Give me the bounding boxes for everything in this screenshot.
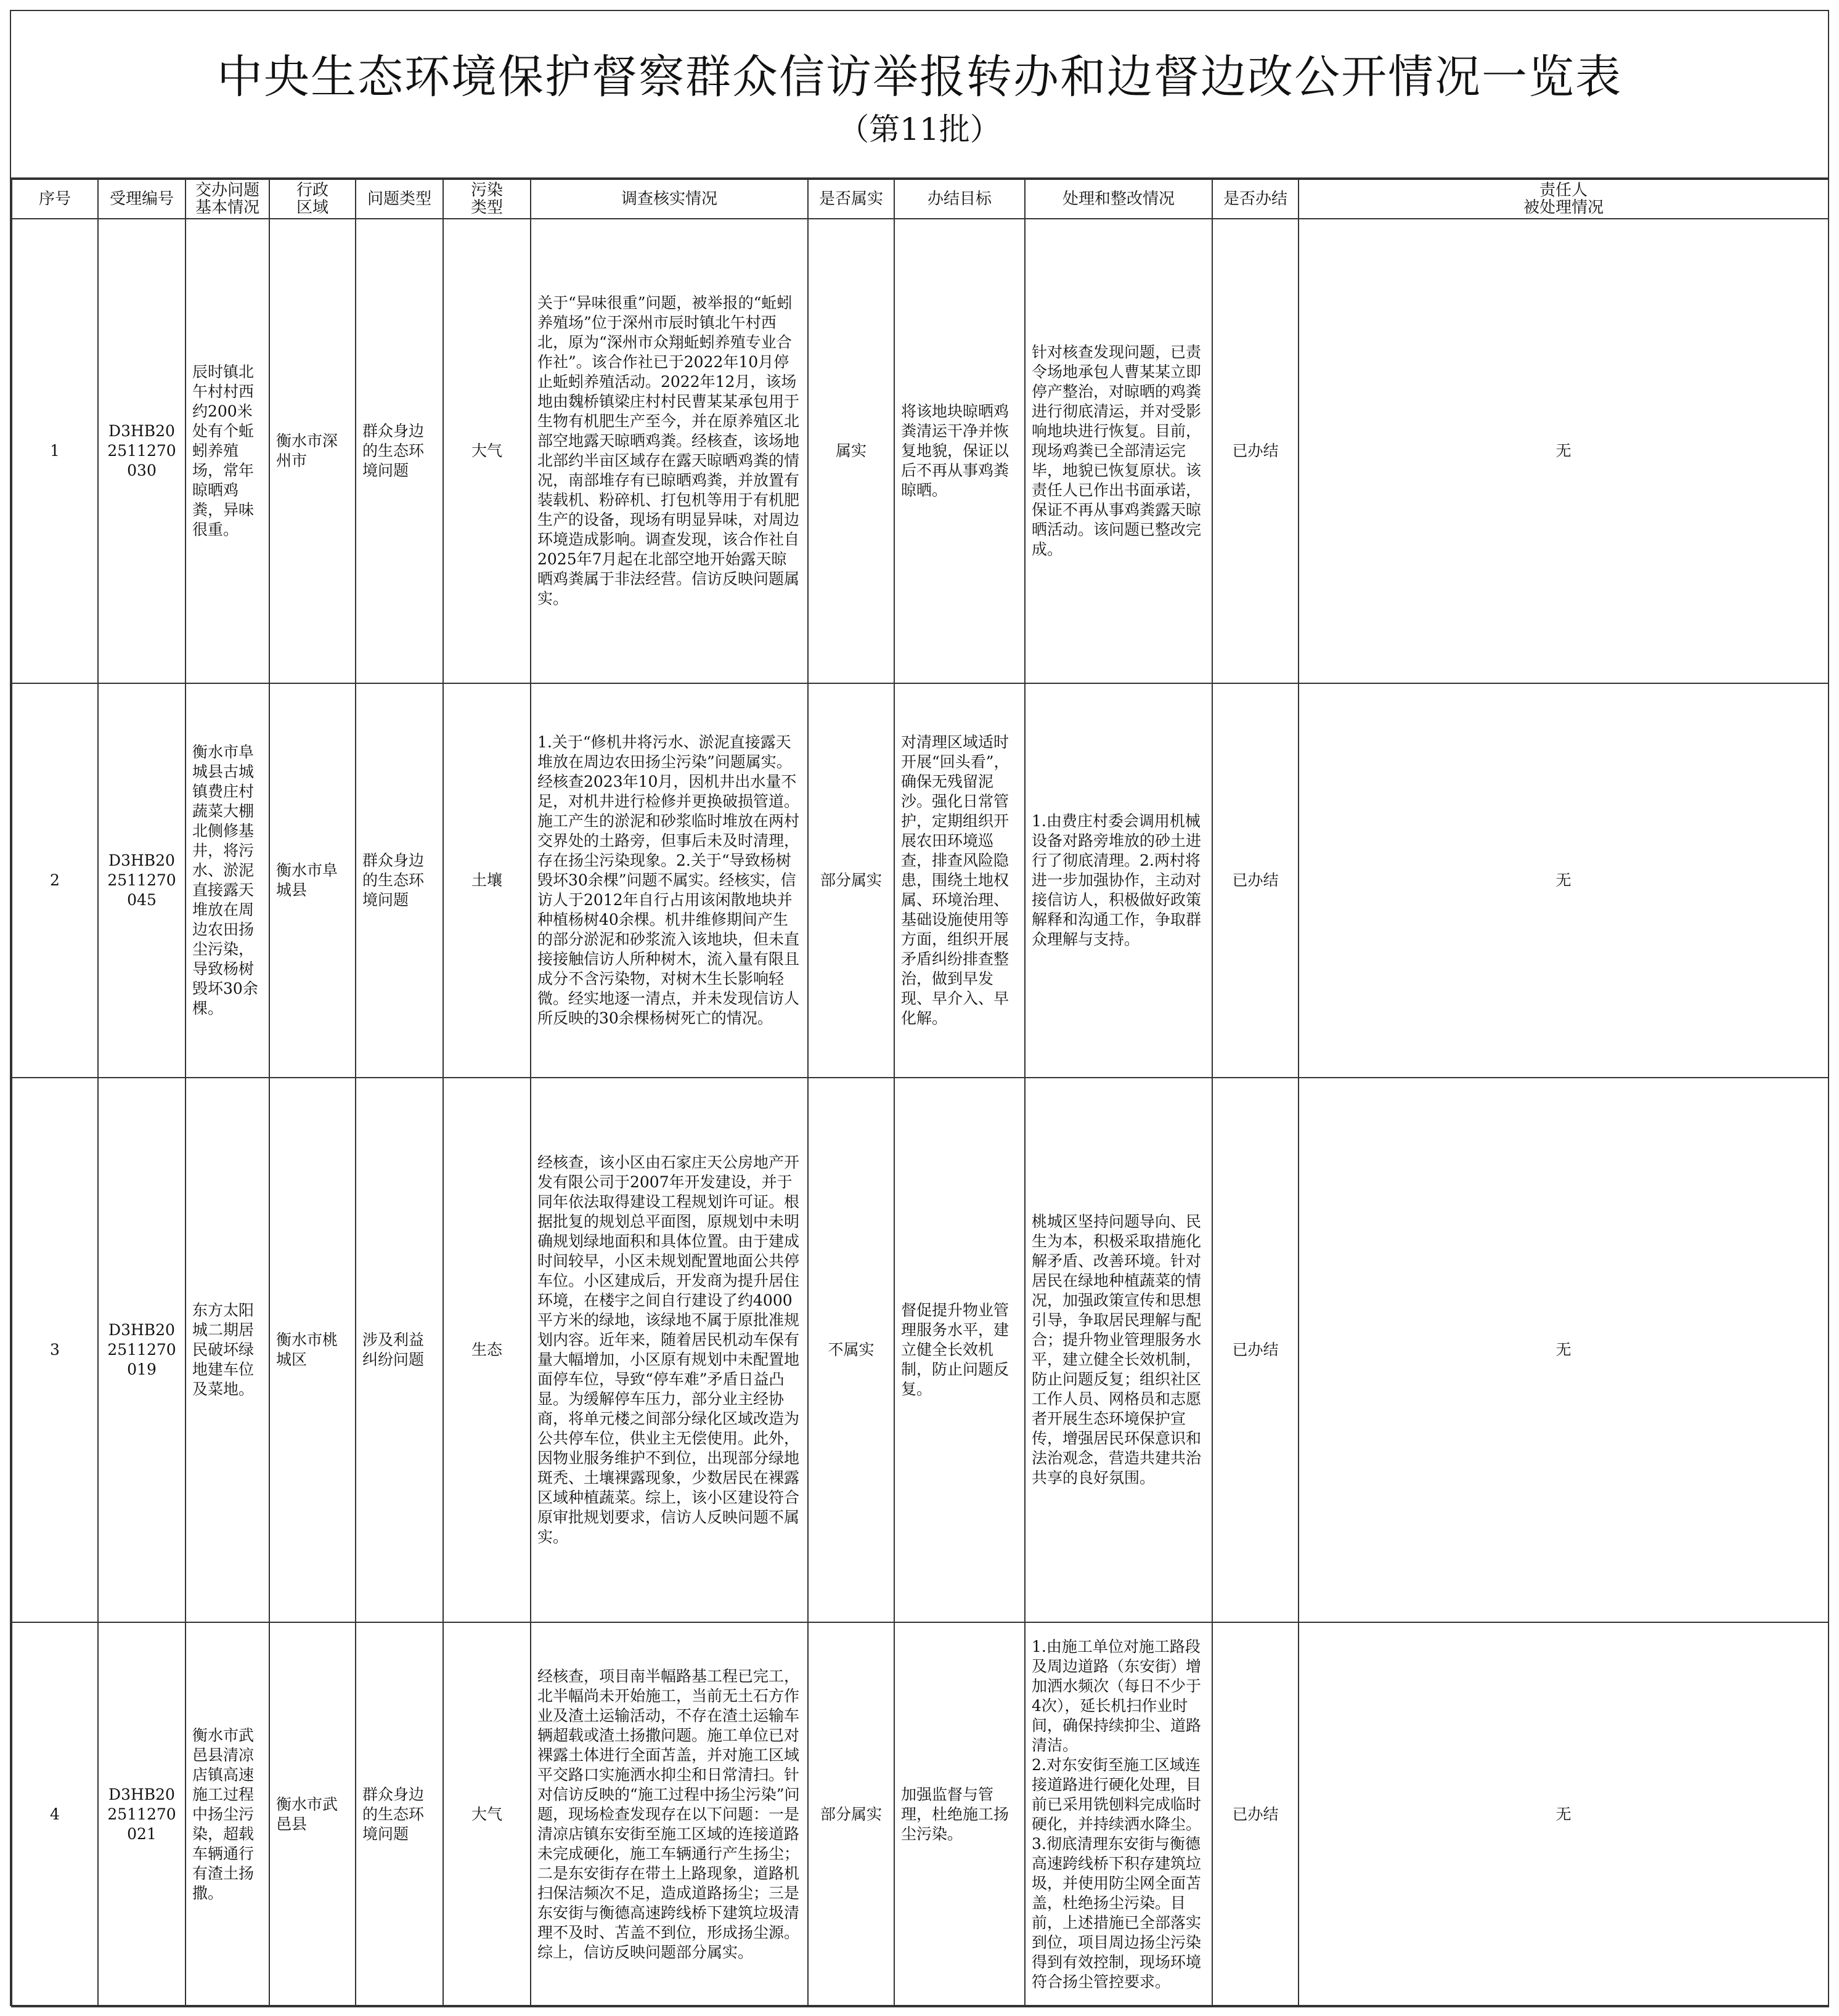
petition-table xyxy=(11,179,1829,2007)
cell-accountability: 无 xyxy=(1299,1622,1829,2007)
table-row xyxy=(12,219,1829,683)
table-row xyxy=(12,1078,1829,1622)
cell-region: 衡水市阜城县 xyxy=(269,683,356,1078)
cell-verified: 不属实 xyxy=(808,1078,894,1622)
cell-problem-type: 群众身边的生态环境问题 xyxy=(356,1622,443,2007)
cell-code: D3HB202511270019 xyxy=(98,1078,186,1622)
cell-seq: 2 xyxy=(12,683,98,1078)
cell-problem-type: 群众身边的生态环境问题 xyxy=(356,683,443,1078)
cell-region: 衡水市深州市 xyxy=(269,219,356,683)
col-header-code: 受理编号 xyxy=(98,179,186,219)
cell-pollution: 大气 xyxy=(443,219,531,683)
col-header-closed: 是否办结 xyxy=(1212,179,1299,219)
cell-region: 衡水市桃城区 xyxy=(269,1078,356,1622)
cell-issue: 衡水市武邑县清凉店镇高速施工过程中扬尘污染，超载车辆通行有渣土扬撒。 xyxy=(186,1622,269,2007)
cell-problem-type: 涉及利益纠纷问题 xyxy=(356,1078,443,1622)
col-header-problem-type: 问题类型 xyxy=(356,179,443,219)
cell-investigation: 1.关于“修机井将污水、淤泥直接露天堆放在周边农田扬尘污染”问题属实。经核查2023年10月，因机井出水量不足，对机井进行检修并更换破损管道。施工产生的淤泥和砂浆临时堆放在两村交界处的土路旁，但事后未及时清理，存在扬尘污染现象。2.关于“导致杨树毁坏30余棵”问题不属实。经核实，信访人于2012年自行占用该闲散地块并种植杨树40余棵。机井维修期间产生的部分淤泥和砂浆流入该地块，但未直接接触信访人所种树木，流入量有限且成分不含污染物，对树木生长影响轻微。经实地逐一清点，并未发现信访人所反映的30余棵杨树死亡的情况。 xyxy=(531,683,808,1078)
col-header-seq: 序号 xyxy=(12,179,98,219)
cell-verified: 部分属实 xyxy=(808,683,894,1078)
cell-goal: 将该地块晾晒鸡粪清运干净并恢复地貌，保证以后不再从事鸡粪晾晒。 xyxy=(894,219,1025,683)
cell-closed: 已办结 xyxy=(1212,1078,1299,1622)
cell-closed: 已办结 xyxy=(1212,683,1299,1078)
cell-issue: 辰时镇北午村村西约200米处有个蚯蚓养殖场，常年晾晒鸡粪，异味很重。 xyxy=(186,219,269,683)
cell-pollution: 土壤 xyxy=(443,683,531,1078)
cell-seq: 3 xyxy=(12,1078,98,1622)
report-sheet xyxy=(10,10,1829,2006)
col-header-verified: 是否属实 xyxy=(808,179,894,219)
cell-code: D3HB202511270030 xyxy=(98,219,186,683)
col-header-issue: 交办问题 基本情况 xyxy=(186,179,269,219)
cell-accountability: 无 xyxy=(1299,683,1829,1078)
cell-investigation: 经核查，项目南半幅路基工程已完工，北半幅尚未开始施工，当前无土石方作业及渣土运输活动，不存在渣土运输车辆超载或渣土扬撒问题。施工单位已对裸露土体进行全面苫盖，并对施工区域平交路口实施洒水抑尘和日常清扫。针对信访反映的“施工过程中扬尘污染”问题，现场检查发现存在以下问题：一是清凉店镇东安街至施工区域的连接道路未完成硬化，施工车辆通行产生扬尘；二是东安街存在带土上路现象，道路机扫保洁频次不足，造成道路扬尘；三是东安街与衡德高速跨线桥下建筑垃圾清理不及时、苫盖不到位，形成扬尘源。综上，信访反映问题部分属实。 xyxy=(531,1622,808,2007)
cell-seq: 4 xyxy=(12,1622,98,2007)
cell-accountability: 无 xyxy=(1299,1078,1829,1622)
cell-pollution: 大气 xyxy=(443,1622,531,2007)
cell-problem-type: 群众身边的生态环境问题 xyxy=(356,219,443,683)
cell-code: D3HB202511270045 xyxy=(98,683,186,1078)
report-title: 中央生态环境保护督察群众信访举报转办和边督边改公开情况一览表 xyxy=(217,51,1622,104)
cell-goal: 加强监督与管理，杜绝施工扬尘污染。 xyxy=(894,1622,1025,2007)
table-row xyxy=(12,683,1829,1078)
cell-pollution: 生态 xyxy=(443,1078,531,1622)
cell-handling: 针对核查发现问题，已责令场地承包人曹某某立即停产整治，对晾晒的鸡粪进行彻底清运，并对受影响地块进行恢复。目前，现场鸡粪已全部清运完毕，地貌已恢复原状。该责任人已作出书面承诺，保证不再从事鸡粪露天晾晒活动。该问题已整改完成。 xyxy=(1025,219,1212,683)
cell-closed: 已办结 xyxy=(1212,219,1299,683)
col-header-accountability: 责任人 被处理情况 xyxy=(1299,179,1829,219)
cell-verified: 属实 xyxy=(808,219,894,683)
cell-accountability: 无 xyxy=(1299,219,1829,683)
cell-issue: 衡水市阜城县古城镇费庄村蔬菜大棚北侧修基井，将污水、淤泥直接露天堆放在周边农田扬尘污染，导致杨树毁坏30余棵。 xyxy=(186,683,269,1078)
col-header-investigation: 调查核实情况 xyxy=(531,179,808,219)
cell-verified: 部分属实 xyxy=(808,1622,894,2007)
cell-handling: 1.由费庄村委会调用机械设备对路旁堆放的砂土进行了彻底清理。2.两村将进一步加强协作，主动对接信访人，积极做好政策解释和沟通工作，争取群众理解与支持。 xyxy=(1025,683,1212,1078)
col-header-goal: 办结目标 xyxy=(894,179,1025,219)
cell-handling: 桃城区坚持问题导向、民生为本，积极采取措施化解矛盾、改善环境。针对居民在绿地种植蔬菜的情况，加强政策宣传和思想引导，争取居民理解与配合；提升物业管理服务水平，建立健全长效机制，防止问题反复；组织社区工作人员、网格员和志愿者开展生态环境保护宣传，增强居民环保意识和法治观念，营造共建共治共享的良好氛围。 xyxy=(1025,1078,1212,1622)
cell-investigation: 经核查，该小区由石家庄天公房地产开发有限公司于2007年开发建设，并于同年依法取得建设工程规划许可证。根据批复的规划总平面图，原规划中未明确规划绿地面积和具体位置。由于建成时间较早，小区未规划配置地面公共停车位。小区建成后，开发商为提升居住环境，在楼宇之间自行建设了约4000平方米的绿地，该绿地不属于原批准规划内容。近年来，随着居民机动车保有量大幅增加，小区原有规划中未配置地面停车位，导致“停车难”矛盾日益凸显。为缓解停车压力，部分业主经协商，将单元楼之间部分绿化区域改造为公共停车位，供业主无偿使用。此外，因物业服务维护不到位，出现部分绿地斑秃、土壤裸露现象，少数居民在裸露区域种植蔬菜。综上，该小区建设符合原审批规划要求，信访人反映问题不属实。 xyxy=(531,1078,808,1622)
cell-goal: 对清理区域适时开展“回头看”，确保无残留泥沙。强化日常管护，定期组织开展农田环境巡查，排查风险隐患，围绕土地权属、环境治理、基础设施使用等方面，组织开展矛盾纠纷排查整治，做到早发现、早介入、早化解。 xyxy=(894,683,1025,1078)
table-header-row xyxy=(12,179,1829,219)
report-subtitle: （第11批） xyxy=(838,112,1001,147)
col-header-handling: 处理和整改情况 xyxy=(1025,179,1212,219)
cell-goal: 督促提升物业管理服务水平，建立健全长效机制，防止问题反复。 xyxy=(894,1078,1025,1622)
report-header xyxy=(11,11,1828,179)
cell-handling: 1.由施工单位对施工路段及周边道路（东安街）增加洒水频次（每日不少于4次），延长机扫作业时间，确保持续抑尘、道路清洁。 2.对东安街至施工区域连接道路进行硬化处理，目前已采用铣刨料完成临时硬化，并持续洒水降尘。 3.彻底清理东安街与衡德高速跨线桥下积存建筑垃圾，并使用防尘网全面苫盖，杜绝扬尘污染。目前，上述措施已全部落实到位，项目周边扬尘污染得到有效控制，现场环境符合扬尘管控要求。 xyxy=(1025,1622,1212,2007)
col-header-region: 行政 区域 xyxy=(269,179,356,219)
cell-issue: 东方太阳城二期居民破坏绿地建车位及菜地。 xyxy=(186,1078,269,1622)
cell-region: 衡水市武邑县 xyxy=(269,1622,356,2007)
cell-seq: 1 xyxy=(12,219,98,683)
cell-code: D3HB202511270021 xyxy=(98,1622,186,2007)
col-header-pollution: 污染 类型 xyxy=(443,179,531,219)
cell-closed: 已办结 xyxy=(1212,1622,1299,2007)
cell-investigation: 关于“异味很重”问题，被举报的“蚯蚓养殖场”位于深州市辰时镇北午村西北，原为“深州市众翔蚯蚓养殖专业合作社”。该合作社已于2022年10月停止蚯蚓养殖活动。2022年12月，该场地由魏桥镇梁庄村村民曹某某承包用于生物有机肥生产至今，并在原养殖区北部空地露天晾晒鸡粪。经核查，该场地北部约半亩区域存在露天晾晒鸡粪的情况，南部堆存有已晾晒鸡粪，并放置有装载机、粉碎机、打包机等用于有机肥生产的设备，现场有明显异味，对周边环境造成影响。调查发现，该合作社自2025年7月起在北部空地开始露天晾晒鸡粪属于非法经营。信访反映问题属实。 xyxy=(531,219,808,683)
table-row xyxy=(12,1622,1829,2007)
